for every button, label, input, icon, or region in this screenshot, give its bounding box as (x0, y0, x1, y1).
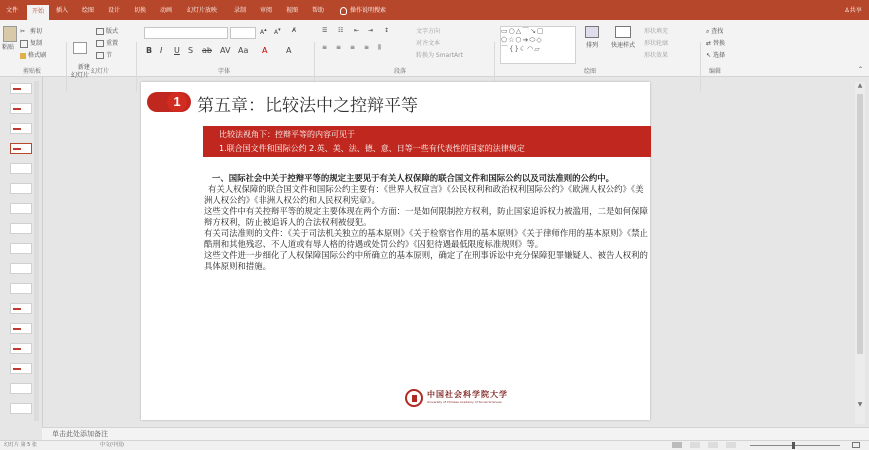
notes-placeholder: 单击此处添加备注 (52, 430, 108, 438)
slide-thumbnail[interactable] (10, 343, 32, 354)
slide-number-circle: 1 (167, 92, 187, 112)
university-logo (405, 388, 525, 410)
cursor-icon: ↖ (706, 52, 712, 59)
body-paragraph: 这些文件中有关控辩平等的规定主要体现在两个方面：一是如何限制控方权利，防止国家追诉权力被滥用，二是如何保障辩方权利，防止被追诉人的合法权利被侵犯。 (204, 206, 648, 227)
reset-button[interactable] (96, 38, 118, 47)
shadow-button[interactable]: S (188, 46, 194, 55)
tab-draw[interactable]: 绘图 (81, 7, 94, 14)
logo-subtext: University of Chinese Academy of Social Sciences (427, 400, 502, 404)
quick-styles-label: 快速样式 (610, 42, 635, 49)
slide-thumbnail[interactable] (10, 383, 32, 394)
clear-format-button[interactable]: A̸ (292, 27, 297, 34)
find-button[interactable] (706, 26, 723, 36)
university-emblem-icon (405, 389, 423, 407)
fit-to-window-icon[interactable] (852, 442, 860, 448)
highlight-button[interactable]: A (286, 46, 292, 55)
layout-icon (96, 28, 104, 35)
tab-file[interactable]: 文件 (5, 7, 18, 14)
share-label: 共享 (849, 7, 862, 14)
zoom-thumb[interactable] (792, 442, 795, 449)
line-spacing-button[interactable]: ↕ (384, 27, 390, 34)
body-paragraph: 有关人权保障的联合国文件和国际公约主要有：《世界人权宣言》《公民权利和政治权利国际公约》《欧洲人权公约》《美洲人权公约》《非洲人权公约和人民权利宪章》。 (204, 184, 644, 205)
language-indicator[interactable]: 中文(中国) (100, 442, 124, 448)
text-direction-button[interactable]: 文字方向 (416, 28, 441, 35)
bullets-button[interactable]: ☰ (322, 27, 328, 34)
thumbnail-scrollbar[interactable] (34, 81, 39, 421)
group-label-editing: 编辑 (708, 68, 721, 75)
slide-thumbnail[interactable] (10, 103, 32, 114)
select-label: 选择 (712, 52, 725, 59)
logo-text: 中国社会科学院大学 (427, 389, 508, 399)
copy-button[interactable] (20, 38, 42, 48)
slide-thumbnail[interactable] (10, 203, 32, 214)
section-label: 节 (106, 52, 113, 59)
copy-icon (20, 40, 28, 48)
underline-button[interactable]: U (174, 46, 180, 55)
replace-label: 替换 (712, 40, 725, 47)
banner-line-1: 比较法视角下：控辩平等的内容可见于 (219, 130, 355, 139)
font-name-combobox[interactable] (144, 27, 228, 39)
vertical-scrollbar[interactable] (855, 82, 865, 424)
share-button[interactable] (840, 4, 866, 18)
columns-button[interactable]: ⫼ (378, 44, 381, 51)
italic-button[interactable]: I (160, 46, 163, 55)
separator (136, 42, 137, 92)
slide-body-text[interactable] (204, 173, 648, 272)
magnifier-icon: ⌕ (706, 28, 710, 35)
arrange-label: 排列 (585, 42, 598, 49)
slide-thumbnail[interactable] (10, 403, 32, 414)
shrink-font-button[interactable]: A▾ (274, 27, 281, 36)
slide-thumbnail-panel[interactable] (0, 77, 43, 427)
slide-indicator: 幻灯片 第 5 张 (4, 442, 37, 448)
tab-animations[interactable]: 动画 (159, 7, 172, 14)
shape-effects-button[interactable]: 形状效果 (644, 52, 669, 59)
arrange-button[interactable] (582, 26, 602, 49)
font-color-button[interactable]: A (262, 46, 268, 55)
scroll-up-icon[interactable]: ▲ (857, 82, 863, 89)
sorter-view-icon[interactable] (690, 442, 700, 448)
change-case-button[interactable]: Aa (238, 46, 249, 55)
paste-label: 粘贴 (2, 44, 15, 51)
find-label: 查找 (711, 28, 724, 35)
slide-thumbnail[interactable] (10, 183, 32, 194)
align-center-button[interactable]: ≡ (336, 44, 342, 51)
slide-thumbnail[interactable] (10, 363, 32, 374)
slide-thumbnail-selected[interactable] (10, 143, 32, 154)
notes-pane[interactable] (42, 427, 869, 440)
reading-view-icon[interactable] (708, 442, 718, 448)
replace-button[interactable] (706, 38, 725, 47)
scroll-down-icon[interactable]: ▼ (857, 401, 863, 408)
section-icon (96, 52, 104, 59)
layout-label: 版式 (106, 28, 119, 35)
reset-label: 重置 (106, 40, 119, 47)
select-button[interactable] (706, 50, 725, 59)
new-slide-button[interactable] (70, 26, 90, 88)
paintbrush-icon (20, 53, 26, 59)
replace-icon: ⇄ (706, 40, 712, 47)
tab-review[interactable]: 审阅 (259, 7, 272, 14)
tab-help[interactable]: 帮助 (311, 7, 324, 14)
quick-styles-button[interactable] (608, 26, 638, 49)
slide-thumbnail[interactable] (10, 303, 32, 314)
increase-indent-button[interactable]: ⇥ (368, 27, 374, 34)
tab-design[interactable]: 设计 (107, 7, 120, 14)
new-slide-icon (73, 42, 87, 54)
arrange-icon (585, 26, 599, 38)
ribbon-tab-bar (0, 0, 869, 20)
ribbon (0, 20, 869, 77)
slide-thumbnail[interactable] (10, 123, 32, 134)
clipboard-icon (3, 26, 17, 42)
cut-button[interactable] (20, 26, 42, 36)
new-slide-label: 新建 幻灯片 (70, 64, 90, 79)
tab-home[interactable]: 开始 (27, 5, 49, 20)
cut-label: 剪切 (30, 28, 43, 35)
group-label-paragraph: 段落 (393, 68, 406, 75)
group-label-clipboard: 剪贴板 (22, 68, 41, 75)
slide-number-badge (147, 92, 191, 112)
bold-button[interactable]: B (146, 46, 153, 55)
format-painter-label: 格式刷 (28, 52, 47, 59)
scroll-thumb[interactable] (857, 94, 863, 354)
highlight-banner[interactable] (203, 126, 651, 157)
convert-smartart-button[interactable]: 转换为 SmartArt (416, 52, 463, 59)
body-paragraph: 有关司法准则的文件：《关于司法机关独立的基本原则》《关于检察官作用的基本原则》《关于律师作用的基本原则》《禁止酷刑和其他残忍、不人道或有辱人格的待遇或处罚公约》《囚犯待遇最低限度标准规则》等。 (204, 228, 648, 249)
slideshow-view-icon[interactable] (726, 442, 736, 448)
body-paragraph: 这些文件进一步细化了人权保障国际公约中所确立的基本原则，确定了在刑事诉讼中充分保障犯罪嫌疑人、被告人权利的具体原则和措施。 (204, 250, 648, 271)
group-label-font: 字体 (217, 68, 230, 75)
shape-outline-button[interactable]: 形状轮廓 (644, 40, 669, 47)
grow-font-button[interactable]: A▴ (260, 27, 267, 36)
zoom-slider[interactable] (750, 445, 840, 446)
slide-thumbnail[interactable] (10, 243, 32, 254)
normal-view-icon[interactable] (672, 442, 682, 448)
align-right-button[interactable]: ≡ (350, 44, 356, 51)
slide-thumbnail[interactable] (10, 283, 32, 294)
slide-thumbnail[interactable] (10, 163, 32, 174)
tab-view[interactable]: 视图 (285, 7, 298, 14)
collapse-ribbon-icon[interactable]: ⌃ (858, 66, 864, 73)
tab-slideshow[interactable]: 幻灯片放映 (186, 7, 217, 14)
char-spacing-button[interactable]: AV (220, 46, 231, 55)
section-button[interactable] (96, 50, 112, 59)
format-painter-button[interactable] (20, 50, 46, 59)
section-heading: 一、国际社会中关于控辩平等的规定主要见于有关人权保障的联合国文件和国际公约以及司法准则的公约中。 (212, 173, 614, 183)
separator (66, 42, 67, 92)
font-size-combobox[interactable] (230, 27, 256, 39)
group-label-slides: 幻灯片 (90, 68, 109, 75)
scissors-icon: ✂ (20, 27, 26, 35)
quick-styles-icon (615, 26, 631, 38)
slide-thumbnail[interactable] (10, 83, 32, 94)
shapes-gallery[interactable] (500, 26, 576, 64)
tab-insert[interactable]: 插入 (55, 7, 68, 14)
person-icon: ♙ (844, 7, 850, 14)
reset-icon (96, 40, 104, 47)
slide-title[interactable]: 第五章：比较法中之控辩平等 (197, 96, 418, 116)
slide-thumbnail[interactable] (10, 223, 32, 234)
paste-button[interactable] (2, 26, 18, 54)
shapes-icon: ▭○△⌒↘▢ ⬠☆⬡➔⬭◇ ⌒{}☾◠▱ (501, 27, 545, 53)
align-text-button[interactable]: 对齐文本 (416, 40, 441, 47)
align-left-button[interactable]: ≡ (322, 44, 328, 51)
numbering-button[interactable]: ☷ (338, 27, 344, 34)
justify-button[interactable]: ≡ (364, 44, 370, 51)
group-label-drawing: 绘图 (583, 68, 596, 75)
copy-label: 复制 (30, 40, 43, 47)
slide-canvas[interactable] (141, 82, 650, 420)
banner-line-2: 1.联合国文件和国际公约 2.英、美、法、德、意、日等一些有代表性的国家的法律规定 (219, 144, 525, 153)
decrease-indent-button[interactable]: ⇤ (354, 27, 360, 34)
tab-record[interactable]: 录制 (233, 7, 246, 14)
slide-thumbnail[interactable] (10, 263, 32, 274)
shape-fill-button[interactable]: 形状填充 (644, 28, 669, 35)
slide-thumbnail[interactable] (10, 323, 32, 334)
tab-transitions[interactable]: 切换 (133, 7, 146, 14)
tell-me-search[interactable] (340, 4, 410, 18)
lightbulb-icon (340, 7, 347, 15)
layout-button[interactable] (96, 26, 118, 35)
strikethrough-button[interactable]: ab (202, 46, 212, 55)
search-label: 操作说明搜索 (350, 7, 387, 14)
